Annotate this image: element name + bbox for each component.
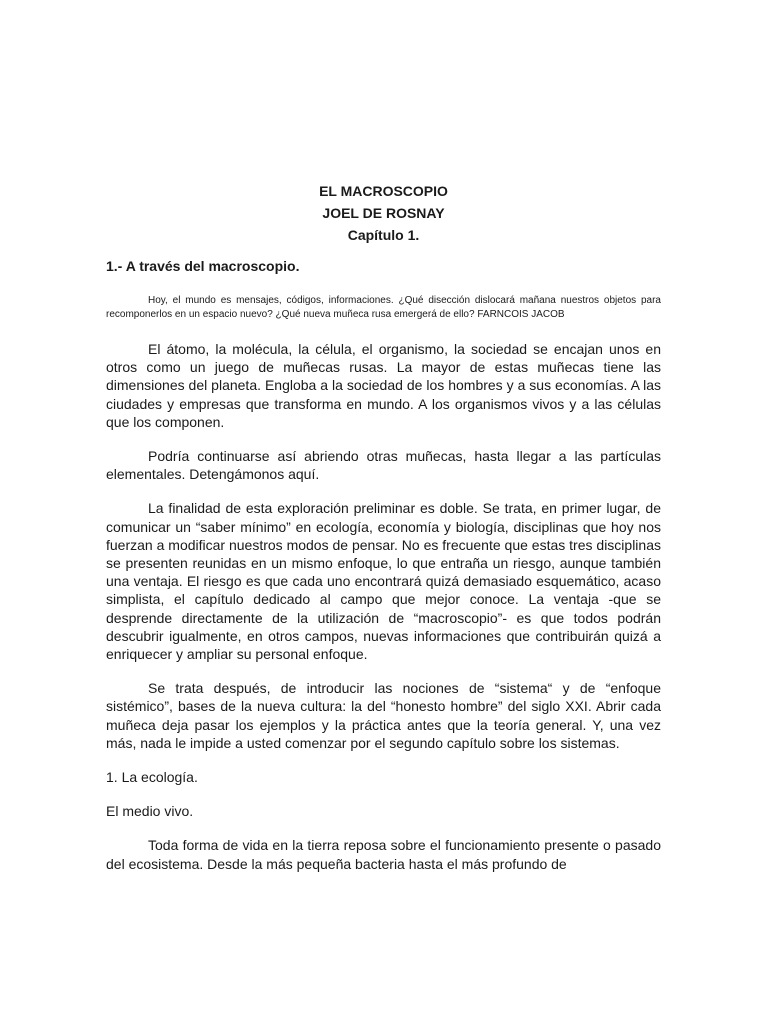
author-name: JOEL DE ROSNAY <box>322 205 445 221</box>
paragraph: La finalidad de esta exploración preliminar es doble. Se trata, en primer lugar, de comunicar un “saber mínimo” en ecología, economía y biología, disciplinas que hoy nos fuerzan a modificar nuestros modos de pensar. No es frecuente que estas tres disciplinas se presenten reunidas en un mismo enfoque, lo que entraña un riesgo, aunque también una ventaja. El riesgo es que cada uno encontrará quizá demasiado esquemático, acaso simplista, el capítulo dedicado al campo que mejor conoce. La ventaja -que se desprende directamente de la utilización de “macroscopio”- es que todos podrán descubrir igualmente, en otros campos, nuevas informaciones que contribuirán quizá a enriquecer y ampliar su personal enfoque. <box>106 500 661 663</box>
epigraph: Hoy, el mundo es mensajes, códigos, informaciones. ¿Qué disección dislocará mañana nuestros objetos para recomponerlos en un espacio nuevo? ¿Qué nueva muñeca rusa emergerá de ello? FARNCOIS JACOB <box>106 295 661 320</box>
paragraph: Toda forma de vida en la tierra reposa sobre el funcionamiento presente o pasado del ecosistema. Desde la más pequeña bacteria hasta el más profundo de <box>106 837 661 872</box>
paragraph: Se trata después, de introducir las nociones de “sistema“ y de “enfoque sistémico”, bases de la nueva cultura: la del “honesto hombre” del siglo XXI. Abrir cada muñeca deja pasar los ejemplos y la práctica antes que la teoría general. Y, una vez más, nada le impide a usted comenzar por el segundo capítulo sobre los sistemas. <box>106 680 661 751</box>
title-block <box>106 180 661 246</box>
section-heading: 1.- A través del macroscopio. <box>106 258 300 274</box>
chapter-label: Capítulo 1. <box>347 227 420 243</box>
document-page <box>106 0 661 1024</box>
body-text <box>106 340 661 889</box>
paragraph: El átomo, la molécula, la célula, el organismo, la sociedad se encajan unos en otros como un juego de muñecas rusas. La mayor de estas muñecas tiene las dimensiones del planeta. Engloba a la sociedad de los hombres y a sus economías. A las ciudades y empresas que transforma en mundo. A los organismos vivos y a las células que los componen. <box>106 341 661 430</box>
subheading-ecology: 1. La ecología. <box>106 769 198 786</box>
book-title: EL MACROSCOPIO <box>319 183 448 199</box>
subheading-medio-vivo: El medio vivo. <box>106 803 194 820</box>
paragraph: Podría continuarse así abriendo otras muñecas, hasta llegar a las partículas elementales. Detengámonos aquí. <box>106 448 661 483</box>
